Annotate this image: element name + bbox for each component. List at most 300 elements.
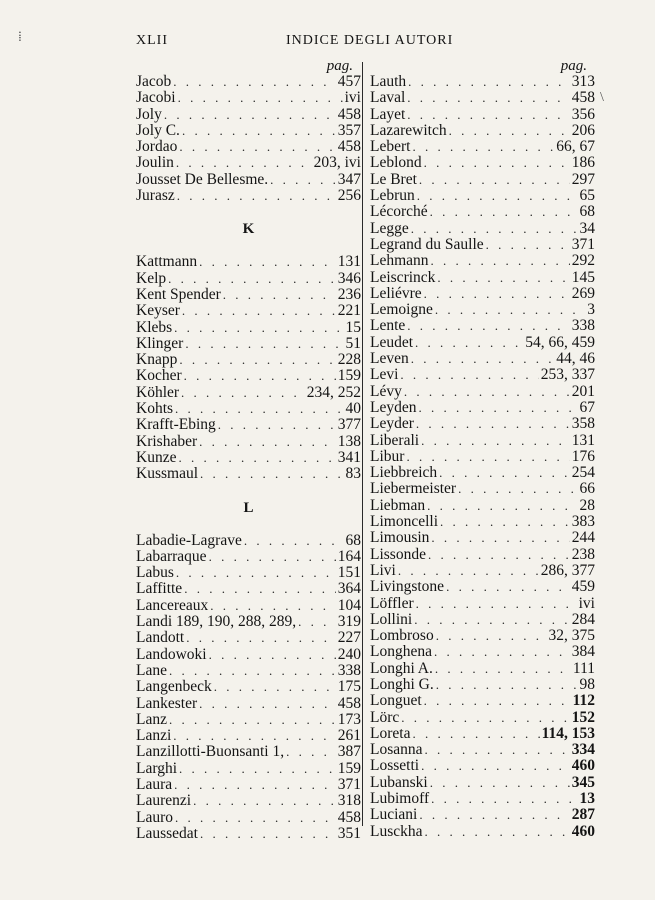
dot-leader: [418, 400, 577, 416]
author-name: Joly: [136, 106, 162, 123]
section-l: [136, 533, 361, 843]
dot-leader: [486, 237, 570, 253]
author-name: Laura: [136, 776, 173, 793]
index-entry: [370, 677, 595, 693]
dot-leader: [416, 596, 577, 612]
index-entry: [370, 824, 595, 840]
index-entry: [370, 286, 595, 302]
index-entry: [136, 123, 361, 139]
page-reference: 152: [571, 709, 595, 726]
dot-leader: [209, 549, 336, 565]
dot-leader: [449, 123, 570, 139]
index-entry: [136, 696, 361, 712]
page-reference: 176: [571, 448, 595, 465]
dot-leader: [421, 433, 570, 449]
dot-leader: [173, 728, 335, 744]
index-entry: [370, 807, 595, 823]
author-name: Lanzillotti-Buonsanti 1,: [136, 744, 285, 761]
page-reference: 286, 377: [540, 562, 595, 579]
page-reference: 387: [337, 744, 361, 761]
author-name: Lebert: [370, 139, 411, 156]
page-reference: 238: [571, 546, 595, 563]
page-reference: 313: [571, 74, 595, 90]
page-reference: 256: [337, 188, 361, 205]
author-name: Leudet: [370, 334, 414, 351]
index-entry: [136, 368, 361, 384]
index-entry: [136, 320, 361, 336]
page-reference: 318: [337, 793, 361, 810]
dot-leader: [446, 579, 570, 595]
author-name: Landowoki: [136, 646, 207, 663]
index-entry: [136, 533, 361, 549]
page-reference: 364: [337, 581, 361, 598]
page-reference: 284: [571, 611, 595, 628]
author-name: Lankester: [136, 695, 198, 712]
dot-leader: [458, 481, 577, 497]
dot-leader: [428, 547, 570, 563]
page-reference: 244: [571, 530, 595, 547]
dot-leader: [184, 581, 336, 597]
dot-leader: [244, 533, 344, 549]
index-entry: [136, 565, 361, 581]
page-reference: 164: [337, 548, 361, 565]
page-reference: 44, 46: [556, 351, 595, 368]
dot-leader: [169, 663, 336, 679]
author-name: Lossetti: [370, 758, 420, 775]
page-number: XLII: [136, 33, 168, 48]
page-reference: 254: [571, 465, 595, 482]
dot-leader: [179, 139, 335, 155]
dot-leader: [401, 710, 569, 726]
author-name: Lörc: [370, 709, 400, 726]
dot-leader: [417, 188, 578, 204]
page-reference: ivi: [344, 90, 361, 107]
author-name: Leblond: [370, 155, 422, 172]
author-name: Kohts: [136, 401, 174, 418]
index-entry: [136, 172, 361, 188]
dot-leader: [209, 647, 336, 663]
dot-leader: [168, 271, 336, 287]
page-reference: ivi: [578, 595, 595, 612]
page-reference: 341: [337, 449, 361, 466]
author-name: Liebermeister: [370, 481, 457, 498]
dot-leader: [411, 221, 578, 237]
page-reference: 458: [337, 809, 361, 826]
index-entry: [136, 287, 361, 303]
page-reference: 28: [579, 497, 595, 514]
page-reference: 51: [345, 335, 361, 352]
page-reference: 356: [571, 106, 595, 123]
page-reference: 287: [571, 807, 595, 824]
index-entry: [370, 204, 595, 220]
index-entry: [136, 450, 361, 466]
dot-leader: [178, 90, 343, 106]
page-reference: 351: [337, 825, 361, 842]
page-reference: 357: [337, 122, 361, 139]
index-entry: [370, 172, 595, 188]
column-divider: [362, 62, 363, 826]
index-entry: [136, 385, 361, 401]
page-reference: 334: [571, 742, 595, 759]
page-reference: 460: [571, 823, 595, 840]
dot-leader: [430, 775, 570, 791]
index-entry: [370, 775, 595, 791]
author-name: Livi: [370, 562, 396, 579]
dot-leader: [419, 172, 570, 188]
author-name: Leliévre: [370, 285, 422, 302]
dot-leader: [415, 335, 523, 351]
author-name: Lollini: [370, 611, 413, 628]
author-name: Legge: [370, 220, 409, 237]
index-entry: [370, 791, 595, 807]
author-name: Lauro: [136, 809, 174, 826]
page-reference: 234, 252: [306, 384, 361, 401]
page-reference: 319: [337, 614, 361, 631]
page-reference: 98: [579, 676, 595, 693]
dot-leader: [179, 761, 336, 777]
dot-leader: [435, 661, 571, 677]
dot-leader: [424, 155, 570, 171]
page-reference: 159: [337, 368, 361, 385]
author-name: Lombroso: [370, 628, 434, 645]
page-reference: 221: [337, 303, 361, 320]
author-name: Kunze: [136, 449, 177, 466]
index-entry: [370, 449, 595, 465]
author-name: Legrand du Saulle: [370, 236, 484, 253]
author-name: Jacob: [136, 74, 172, 90]
index-entry: [136, 793, 361, 809]
author-name: Löffler: [370, 595, 414, 612]
author-name: Loreta: [370, 725, 411, 742]
author-name: Lécorché: [370, 204, 428, 221]
index-entry: [136, 336, 361, 352]
index-entry: [370, 253, 595, 269]
author-name: Lanzi: [136, 728, 172, 745]
author-name: Laussedat: [136, 825, 198, 842]
dot-leader: [174, 320, 343, 336]
dot-leader: [177, 188, 336, 204]
page-reference: 54, 66, 459: [525, 334, 595, 351]
author-name: Longhi G.: [370, 676, 434, 693]
index-entry: [370, 481, 595, 497]
author-name: Longhi A.: [370, 660, 433, 677]
page-reference: 458: [337, 695, 361, 712]
dot-leader: [434, 644, 570, 660]
page-reference: 83: [345, 466, 361, 483]
author-name: Lauth: [370, 74, 407, 90]
dot-leader: [404, 384, 570, 400]
index-entry: [370, 335, 595, 351]
index-entry: [136, 647, 361, 663]
page-reference: 269: [571, 285, 595, 302]
author-name: Kattmann: [136, 254, 198, 271]
dot-leader: [218, 417, 336, 433]
index-entry: [370, 433, 595, 449]
dot-leader: [431, 530, 569, 546]
dot-leader: [436, 677, 578, 693]
index-entry: [370, 237, 595, 253]
index-entry: [370, 367, 595, 383]
page-reference: 131: [571, 432, 595, 449]
index-entry: [370, 318, 595, 334]
dot-leader: [424, 286, 570, 302]
author-name: Lebrun: [370, 188, 415, 205]
index-entry: [370, 661, 595, 677]
author-name: Le Bret: [370, 171, 417, 188]
page-reference: 261: [337, 728, 361, 745]
dot-leader: [398, 563, 539, 579]
author-name: Longhena: [370, 644, 432, 661]
author-name: Landi 189, 190, 288, 289,: [136, 614, 297, 631]
dot-leader: [175, 810, 336, 826]
author-name: Kent Spender: [136, 286, 221, 303]
author-name: Lusckha: [370, 823, 423, 840]
dot-leader: [436, 628, 547, 644]
index-entry: [370, 742, 595, 758]
dot-leader: [421, 758, 570, 774]
dot-leader: [408, 74, 570, 90]
index-entry: [136, 581, 361, 597]
page-reference: 138: [337, 433, 361, 450]
index-entry: [136, 630, 361, 646]
dot-leader: [425, 824, 570, 840]
dot-leader: [200, 466, 344, 482]
page-reference: 371: [571, 236, 595, 253]
page-reference: 159: [337, 760, 361, 777]
pag-label: pag.: [560, 58, 587, 74]
dot-leader: [185, 336, 343, 352]
index-entry: [136, 271, 361, 287]
index-entry: [136, 188, 361, 204]
page-reference: 458: [571, 90, 595, 107]
page-reference: 371: [337, 776, 361, 793]
author-name: Jacobi: [136, 90, 176, 107]
page-reference: 346: [337, 270, 361, 287]
dot-leader: [270, 172, 336, 188]
author-name: Lissonde: [370, 546, 426, 563]
index-entry: [136, 90, 361, 106]
left-column: [136, 58, 361, 842]
dot-leader: [412, 726, 539, 742]
index-entry: [370, 270, 595, 286]
page-reference: 173: [337, 711, 361, 728]
index-entry: [370, 188, 595, 204]
index-entry: [370, 107, 595, 123]
dot-leader: [407, 90, 569, 106]
index-entry: [136, 352, 361, 368]
page-reference: 460: [571, 758, 595, 775]
index-entry: [136, 679, 361, 695]
index-entry: [370, 384, 595, 400]
dot-leader: [431, 791, 577, 807]
author-name: Lancereaux: [136, 597, 209, 614]
right-column: [370, 58, 595, 840]
author-name: Lubimoff: [370, 791, 430, 808]
page-reference: 358: [571, 416, 595, 433]
index-entry: [370, 416, 595, 432]
dot-leader: [214, 679, 336, 695]
index-entry: [370, 90, 595, 106]
index-entry: [136, 74, 361, 90]
author-name: Landott: [136, 630, 185, 647]
dot-leader: [407, 107, 569, 123]
author-name: Laurenzi: [136, 793, 192, 810]
author-name: Kussmaul: [136, 466, 198, 483]
index-entry: [370, 644, 595, 660]
page-reference: 65: [579, 188, 595, 205]
author-name: Limoncelli: [370, 514, 439, 531]
author-name: Leiscrinck: [370, 269, 436, 286]
page-reference: 228: [337, 352, 361, 369]
author-name: Limousin: [370, 530, 430, 547]
author-name: Leven: [370, 351, 409, 368]
page-reference: 201: [571, 383, 595, 400]
page-reference: 383: [571, 514, 595, 531]
section-k: [136, 254, 361, 482]
letter-heading-k: K: [242, 221, 255, 238]
author-name: Klebs: [136, 319, 173, 336]
page-reference: 253, 337: [540, 367, 595, 384]
index-entry: [136, 728, 361, 744]
index-entry: [370, 498, 595, 514]
page-reference: 377: [337, 417, 361, 434]
dot-leader: [400, 367, 538, 383]
index-entry: [136, 810, 361, 826]
dot-leader: [431, 253, 570, 269]
author-name: Langenbeck: [136, 679, 212, 696]
page-reference: 227: [337, 630, 361, 647]
index-entry: [370, 612, 595, 628]
index-entry: [370, 123, 595, 139]
page-reference: 292: [571, 253, 595, 270]
index-entry: [370, 710, 595, 726]
page-reference: 384: [571, 644, 595, 661]
index-entry: [136, 417, 361, 433]
author-name: Jordao: [136, 139, 178, 156]
dot-leader: [427, 498, 577, 514]
index-entry: [136, 663, 361, 679]
author-name: Jurasz: [136, 188, 175, 205]
dot-leader: [193, 793, 336, 809]
index-entry: [370, 221, 595, 237]
section-j: [136, 74, 361, 204]
author-name: Kelp: [136, 270, 167, 287]
index-entry: [370, 530, 595, 546]
letter-heading-l: L: [243, 499, 254, 516]
pag-label: pag.: [326, 58, 353, 74]
index-entry: [370, 628, 595, 644]
dot-leader: [286, 744, 336, 760]
index-entry: [370, 302, 595, 318]
dot-leader: [437, 270, 569, 286]
index-entry: [136, 139, 361, 155]
dot-leader: [199, 434, 336, 450]
page-reference: 13: [579, 791, 595, 808]
index-entry: [370, 726, 595, 742]
dot-leader: [223, 287, 336, 303]
index-entry: [370, 758, 595, 774]
page-reference: 297: [571, 171, 595, 188]
index-entry: [136, 107, 361, 123]
author-name: Luciani: [370, 807, 418, 824]
dot-leader: [200, 826, 336, 842]
dot-leader: [425, 742, 570, 758]
dot-leader: [411, 351, 555, 367]
index-entry: [136, 549, 361, 565]
index-entry: [136, 777, 361, 793]
page-reference: 338: [337, 662, 361, 679]
dot-leader: [210, 598, 335, 614]
page-reference: 459: [571, 579, 595, 596]
page-reference: 457: [337, 74, 361, 90]
author-name: Klinger: [136, 335, 184, 352]
index-entry: [370, 351, 595, 367]
author-name: Libur: [370, 448, 405, 465]
author-name: Keyser: [136, 303, 180, 320]
author-name: Lévy: [370, 383, 402, 400]
page-reference: 3: [587, 302, 595, 319]
dot-leader: [173, 74, 335, 90]
author-name: Labarraque: [136, 548, 207, 565]
author-name: Lubanski: [370, 774, 428, 791]
page-reference: 15: [345, 319, 361, 336]
page-reference: 175: [337, 679, 361, 696]
index-entry: [370, 155, 595, 171]
right-entries: [370, 74, 595, 840]
page-reference: 458: [337, 139, 361, 156]
dot-leader: [430, 204, 578, 220]
page-reference: 186: [571, 155, 595, 172]
page-reference: 67: [579, 399, 595, 416]
page-reference: 111: [572, 660, 595, 677]
author-name: Leyden: [370, 399, 417, 416]
page-reference: 66, 67: [556, 139, 595, 156]
dot-leader: [182, 303, 336, 319]
index-entry: [370, 547, 595, 563]
author-name: Krafft-Ebing: [136, 417, 216, 434]
author-name: Laffitte: [136, 581, 183, 598]
dot-leader: [199, 254, 336, 270]
author-name: Labadie-Lagrave: [136, 532, 242, 549]
page-reference: 145: [571, 269, 595, 286]
page-title: INDICE DEGLI AUTORI: [286, 33, 454, 48]
author-name: Lazarewitch: [370, 122, 447, 139]
author-name: Livingstone: [370, 579, 445, 596]
author-name: Longuet: [370, 693, 422, 710]
page-reference: 206: [571, 122, 595, 139]
index-entry: [136, 303, 361, 319]
index-entry: [136, 155, 361, 171]
dot-leader: [199, 696, 336, 712]
page-reference: 345: [571, 774, 595, 791]
index-entry: [136, 434, 361, 450]
page-reference: 114, 153: [541, 725, 595, 742]
index-entry: [370, 579, 595, 595]
dot-leader: [176, 565, 336, 581]
index-entry: [370, 74, 595, 90]
index-entry: [136, 744, 361, 760]
dot-leader: [406, 449, 569, 465]
page-reference: 112: [572, 693, 595, 710]
author-name: Krishaber: [136, 433, 198, 450]
page-reference: 40: [345, 401, 361, 418]
index-entry: [370, 596, 595, 612]
author-name: Lane: [136, 662, 167, 679]
index-entry: [370, 400, 595, 416]
page-reference: 347: [337, 171, 361, 188]
dot-leader: [174, 777, 336, 793]
index-entry: [370, 514, 595, 530]
